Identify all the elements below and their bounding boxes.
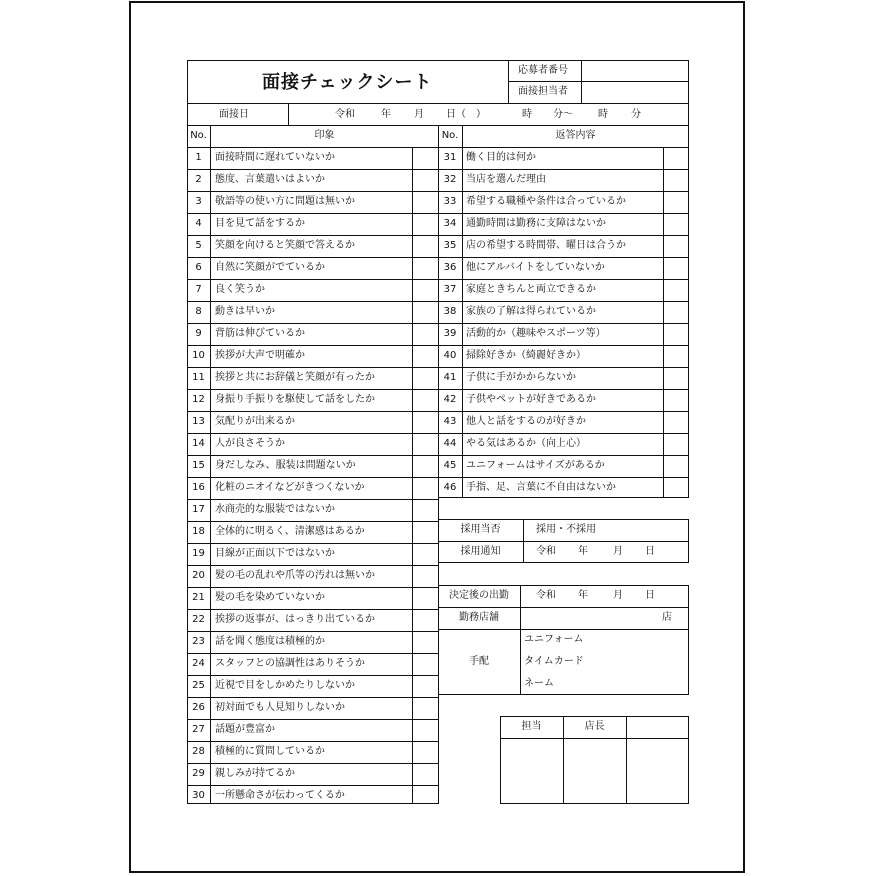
start-month: 月 (613, 590, 623, 601)
left-row-no: 17 (192, 504, 205, 515)
right-row-no: 43 (443, 416, 457, 427)
left-row-no: 4 (195, 218, 202, 229)
right-row-check-cell[interactable] (664, 236, 688, 256)
row-divider (187, 675, 439, 676)
left-row-check-cell[interactable] (413, 170, 438, 190)
left-row-no: 29 (192, 768, 205, 779)
left-row-check-cell[interactable] (413, 302, 438, 322)
left-row-check-cell[interactable] (413, 368, 438, 388)
right-row-check-cell[interactable] (664, 346, 688, 366)
time-min: 分 (631, 109, 641, 120)
applicant-no-field[interactable] (583, 61, 687, 80)
right-row-no: 46 (443, 482, 457, 493)
notice-day: 日 (645, 546, 655, 557)
right-row-check-cell[interactable] (664, 412, 688, 432)
row-divider (438, 411, 689, 412)
row-divider (187, 785, 439, 786)
right-row-no: 37 (443, 284, 457, 295)
left-row-text: 化粧のニオイなどがきつくないか (215, 482, 365, 493)
right-row-check-cell[interactable] (664, 478, 688, 498)
left-row-no: 9 (195, 328, 202, 339)
left-row-text: 髪の毛の乱れや爪等の汚れは無いか (215, 570, 375, 581)
left-no-header: No. (190, 130, 207, 141)
left-row-text: 目を見て話をするか (215, 218, 305, 229)
left-row-text: スタッフとの協調性はありそうか (215, 658, 365, 669)
row-divider (187, 367, 439, 368)
row-divider (438, 147, 689, 148)
right-row-text: 通勤時間は勤務に支障はないか (466, 218, 606, 229)
left-row-check-cell[interactable] (413, 346, 438, 366)
row-divider (438, 433, 689, 434)
left-row-check-cell[interactable] (413, 434, 438, 454)
left-row-no: 26 (192, 702, 205, 713)
row-divider (187, 521, 439, 522)
arrange-item-timecard: タイムカード (524, 656, 584, 667)
left-row-no: 14 (192, 438, 205, 449)
row-divider (438, 257, 689, 258)
row-divider (438, 323, 689, 324)
decision-value[interactable]: 採用・不採用 (536, 524, 596, 535)
right-row-check-cell[interactable] (664, 170, 688, 190)
row-divider (187, 191, 439, 192)
row-divider (187, 631, 439, 632)
right-row-no: 40 (443, 350, 457, 361)
right-row-no: 44 (443, 438, 457, 449)
right-row-check-cell[interactable] (664, 258, 688, 278)
left-row-text: 背筋は伸びているか (215, 328, 305, 339)
left-row-check-cell[interactable] (413, 324, 438, 344)
left-row-check-cell[interactable] (413, 566, 438, 586)
left-row-no: 22 (192, 614, 205, 625)
right-row-no: 34 (443, 218, 457, 229)
store-suffix: 店 (662, 612, 672, 623)
left-row-check-cell[interactable] (413, 720, 438, 740)
row-divider (438, 279, 689, 280)
left-row-check-cell[interactable] (413, 764, 438, 784)
left-row-check-cell[interactable] (413, 236, 438, 256)
row-divider (187, 565, 439, 566)
left-row-no: 28 (192, 746, 205, 757)
start-year: 年 (578, 590, 588, 601)
left-row-check-cell[interactable] (413, 742, 438, 762)
start-label: 決定後の出勤 (449, 590, 509, 601)
right-row-text: 家庭ときちんと両立できるか (466, 284, 596, 295)
left-row-text: 全体的に明るく、清潔感はあるか (215, 526, 365, 537)
row-divider (187, 279, 439, 280)
row-divider (187, 543, 439, 544)
row-divider (438, 455, 689, 456)
row-divider (187, 763, 439, 764)
left-row-text: 水商売的な服装ではないか (215, 504, 335, 515)
right-row-text: 他にアルバイトをしていないか (466, 262, 605, 273)
left-row-no: 20 (192, 570, 205, 581)
left-row-check-cell[interactable] (413, 786, 438, 806)
date-month: 月 (414, 109, 424, 120)
left-row-text: 良く笑うか (215, 284, 265, 295)
left-row-check-cell[interactable] (413, 698, 438, 718)
row-divider (187, 257, 439, 258)
row-divider (187, 301, 439, 302)
left-row-text: 面接時間に遅れていないか (215, 152, 335, 163)
left-row-check-cell[interactable] (413, 456, 438, 476)
notice-year: 年 (578, 546, 588, 557)
right-row-no: 35 (443, 240, 457, 251)
left-row-no: 1 (195, 152, 202, 163)
row-divider (187, 609, 439, 610)
left-row-check-cell[interactable] (413, 214, 438, 234)
interview-date-label: 面接日 (219, 109, 249, 120)
left-row-no: 25 (192, 680, 205, 691)
row-divider (438, 301, 689, 302)
left-row-no: 21 (192, 592, 205, 603)
left-row-text: 話を聞く態度は積極的か (215, 636, 325, 647)
right-row-check-cell[interactable] (664, 324, 688, 344)
left-row-no: 2 (195, 174, 202, 185)
arrange-label: 手配 (469, 656, 489, 667)
right-row-text: 店の希望する時間帯、曜日は合うか (466, 240, 626, 251)
date-day: 日（ ） (446, 109, 486, 120)
left-row-text: 初対面でも人見知りしないか (215, 702, 345, 713)
person-stamp-area[interactable] (501, 739, 562, 803)
right-row-text: 子供に手がかからないか (466, 372, 576, 383)
left-row-no: 19 (192, 548, 205, 559)
left-row-check-cell[interactable] (413, 412, 438, 432)
right-row-text: 掃除好きか（綺麗好きか） (466, 350, 586, 361)
date-reiwa: 令和 (335, 109, 355, 120)
right-row-no: 36 (443, 262, 457, 273)
date-year: 年 (381, 109, 391, 120)
left-item-header: 印象 (314, 130, 335, 141)
arrange-item-uniform: ユニフォーム (524, 634, 584, 645)
row-divider (438, 235, 689, 236)
row-divider (438, 169, 689, 170)
row-divider (187, 653, 439, 654)
arrange-item-name: ネーム (524, 678, 554, 689)
right-row-no: 42 (443, 394, 457, 405)
left-row-no: 30 (192, 790, 205, 801)
right-row-text: 活動的か（趣味やスポーツ等） (466, 328, 606, 339)
notice-reiwa: 令和 (536, 546, 556, 557)
row-divider (438, 477, 689, 478)
time-hour: 時 (522, 109, 532, 120)
left-row-check-cell[interactable] (413, 676, 438, 696)
left-row-text: 笑顔を向けると笑顔で答えるか (215, 240, 355, 251)
left-row-text: 目線が正面以下ではないか (215, 548, 335, 559)
right-row-check-cell[interactable] (664, 280, 688, 300)
left-row-no: 7 (195, 284, 202, 295)
left-row-check-cell[interactable] (413, 280, 438, 300)
row-divider (187, 147, 439, 148)
start-reiwa: 令和 (536, 590, 556, 601)
right-row-text: 希望する職種や条件は合っているか (466, 196, 626, 207)
right-no-header: No. (441, 130, 459, 141)
extra-stamp-area[interactable] (627, 739, 688, 803)
time-min-from: 分～ (553, 109, 573, 120)
row-divider (438, 389, 689, 390)
start-day: 日 (645, 590, 655, 601)
right-row-no: 41 (443, 372, 457, 383)
left-row-text: 挨拶と共にお辞儀と笑顔が有ったか (215, 372, 375, 383)
right-row-text: 家族の了解は得られているか (466, 306, 596, 317)
left-row-text: 挨拶が大声で明確か (215, 350, 305, 361)
interviewer-field[interactable] (583, 83, 687, 102)
left-row-text: 親しみが持てるか (215, 768, 295, 779)
left-row-check-cell[interactable] (413, 588, 438, 608)
left-row-text: 積極的に質問しているか (215, 746, 325, 757)
left-row-check-cell[interactable] (413, 148, 438, 168)
left-row-text: 近視で目をしかめたりしないか (215, 680, 355, 691)
left-row-no: 5 (195, 240, 202, 251)
left-row-no: 11 (192, 372, 205, 383)
left-row-text: 髪の毛を染めていないか (215, 592, 325, 603)
left-row-no: 6 (195, 262, 202, 273)
time-hour2: 時 (598, 109, 608, 120)
left-row-text: 身だしなみ、服装は問題ないか (215, 460, 356, 471)
row-divider (187, 323, 439, 324)
store-manager-label: 店長 (584, 721, 605, 732)
notice-label: 採用通知 (460, 546, 501, 557)
row-divider (187, 697, 439, 698)
left-row-text: 敬語等の使い方に問題は無いか (215, 196, 355, 207)
row-divider (187, 741, 439, 742)
right-row-no: 45 (443, 460, 457, 471)
right-item-header: 返答内容 (555, 130, 596, 141)
left-row-text: 自然に笑顔がでているか (215, 262, 325, 273)
row-divider (187, 587, 439, 588)
row-divider (187, 499, 439, 500)
right-row-check-cell[interactable] (664, 390, 688, 410)
left-row-text: 話題が豊富か (215, 724, 275, 735)
left-row-no: 23 (192, 636, 205, 647)
row-divider (187, 389, 439, 390)
left-row-check-cell[interactable] (413, 500, 438, 520)
left-row-no: 16 (192, 482, 205, 493)
right-row-text: ユニフォームはサイズがあるか (466, 460, 605, 471)
row-divider (187, 345, 439, 346)
left-row-no: 8 (195, 306, 202, 317)
left-row-check-cell[interactable] (413, 544, 438, 564)
right-row-text: 働く目的は何か (466, 152, 536, 163)
left-row-check-cell[interactable] (413, 610, 438, 630)
right-row-text: 子供やペットが好きであるか (466, 394, 596, 405)
right-row-no: 38 (443, 306, 457, 317)
right-row-no: 33 (443, 196, 457, 207)
right-row-text: 当店を選んだ理由 (466, 174, 546, 185)
left-row-no: 13 (192, 416, 205, 427)
left-row-text: 気配りが出来るか (215, 416, 295, 427)
row-divider (187, 411, 439, 412)
row-divider (438, 367, 689, 368)
row-divider (187, 235, 439, 236)
decision-label: 採用当否 (460, 524, 501, 535)
left-row-no: 10 (192, 350, 205, 361)
left-row-no: 24 (192, 658, 205, 669)
right-row-no: 31 (443, 152, 457, 163)
left-row-check-cell[interactable] (413, 390, 438, 410)
left-row-text: 一所懸命さが伝わってくるか (215, 790, 345, 801)
right-row-no: 39 (443, 328, 457, 339)
interviewer-label: 面接担当者 (518, 86, 568, 97)
store-label: 勤務店舗 (459, 612, 499, 623)
manager-stamp-area[interactable] (564, 739, 625, 803)
left-row-no: 18 (192, 526, 205, 537)
right-row-no: 32 (443, 174, 457, 185)
left-row-text: 人が良さそうか (215, 438, 285, 449)
row-divider (187, 433, 439, 434)
right-row-check-cell[interactable] (664, 148, 688, 168)
left-row-check-cell[interactable] (413, 522, 438, 542)
right-row-text: やる気はあるか（向上心） (466, 438, 586, 449)
right-row-check-cell[interactable] (664, 434, 688, 454)
right-row-check-cell[interactable] (664, 456, 688, 476)
right-row-check-cell[interactable] (664, 302, 688, 322)
person-in-charge-label: 担当 (521, 721, 542, 732)
right-row-text: 他人と話をするのが好きか (466, 416, 586, 427)
left-row-no: 3 (195, 196, 202, 207)
right-row-check-cell[interactable] (664, 368, 688, 388)
right-row-check-cell[interactable] (664, 192, 688, 212)
left-row-no: 15 (192, 460, 205, 471)
left-row-no: 12 (192, 394, 205, 405)
row-divider (438, 213, 689, 214)
row-divider (187, 719, 439, 720)
row-divider (187, 169, 439, 170)
left-row-text: 動きは早いか (215, 306, 275, 317)
right-row-text: 手指、足、言葉に不自由はないか (466, 482, 616, 493)
row-divider (187, 455, 439, 456)
page-title: 面接チェックシート (262, 72, 433, 93)
left-row-text: 態度、言葉遣いはよいか (215, 174, 325, 185)
notice-month: 月 (613, 546, 623, 557)
row-divider (438, 191, 689, 192)
left-row-check-cell[interactable] (413, 478, 438, 498)
left-row-check-cell[interactable] (413, 192, 438, 212)
applicant-no-label: 応募者番号 (518, 65, 568, 76)
row-divider (438, 345, 689, 346)
left-row-text: 身振り手振りを駆使して話をしたか (215, 394, 375, 405)
left-row-no: 27 (192, 724, 205, 735)
left-row-text: 挨拶の返事が、はっきり出ているか (215, 614, 375, 625)
left-row-check-cell[interactable] (413, 258, 438, 278)
left-row-check-cell[interactable] (413, 632, 438, 652)
right-row-check-cell[interactable] (664, 214, 688, 234)
row-divider (187, 213, 439, 214)
row-divider (187, 477, 439, 478)
left-row-check-cell[interactable] (413, 654, 438, 674)
